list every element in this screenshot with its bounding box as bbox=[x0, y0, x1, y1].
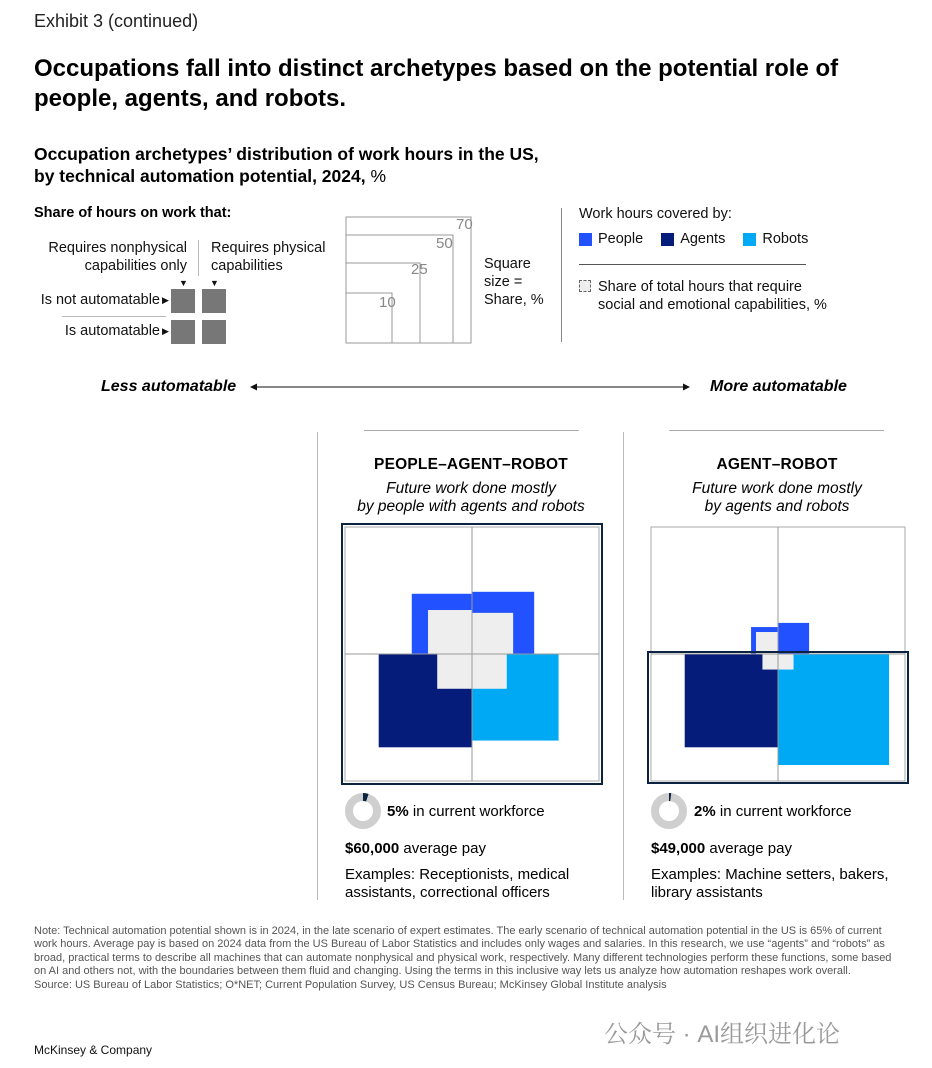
legend-label-robots: Robots bbox=[762, 231, 809, 247]
archetype-title: PEOPLE–AGENT–ROBOT bbox=[374, 456, 568, 473]
square-size-label-line-2: size = bbox=[484, 274, 523, 290]
subtitle-line-1: Occupation archetypes’ distribution of work hours in the US, bbox=[34, 144, 539, 164]
social-emotional-square bbox=[778, 654, 794, 670]
legend-swatch-social bbox=[579, 280, 591, 292]
size-key-label-25: 25 bbox=[411, 261, 428, 278]
legend-social bbox=[598, 278, 827, 314]
down-arrow-icon: ▼ bbox=[179, 278, 188, 288]
axis-arrow bbox=[250, 380, 690, 394]
legend-label-people: People bbox=[598, 231, 644, 247]
pay-label: average pay bbox=[403, 840, 486, 857]
social-emotional-square bbox=[437, 654, 472, 689]
quadrant-square-robots bbox=[778, 654, 889, 765]
chart-subtitle bbox=[34, 143, 654, 187]
key-heading: Share of hours on work that: bbox=[34, 205, 232, 221]
key-row-not-automatable: Is not automatable bbox=[40, 292, 160, 308]
social-emotional-square bbox=[472, 654, 507, 689]
subtitle-unit: % bbox=[370, 166, 387, 186]
social-emotional-square bbox=[762, 654, 778, 670]
right-arrow-icon: ▶ bbox=[162, 326, 169, 336]
examples-line-2: library assistants bbox=[651, 884, 763, 901]
workforce-stat bbox=[694, 803, 852, 820]
workforce-stat bbox=[387, 803, 545, 820]
examples bbox=[345, 866, 610, 902]
archetype-subtitle-line-2: by agents and robots bbox=[704, 498, 850, 515]
workforce-value: 5% bbox=[387, 803, 409, 820]
archetype-subtitle-line-1: Future work done mostly bbox=[386, 480, 556, 497]
archetype-subtitle bbox=[636, 480, 918, 516]
workforce-donut bbox=[344, 792, 382, 830]
donut-track bbox=[349, 797, 377, 825]
legend-label-agents: Agents bbox=[680, 231, 726, 247]
legend-heading: Work hours covered by: bbox=[579, 206, 732, 222]
footnote bbox=[34, 925, 900, 992]
footer-brand: McKinsey & Company bbox=[34, 1043, 153, 1057]
social-emotional-square bbox=[472, 613, 513, 654]
key-vertical-divider bbox=[561, 208, 562, 342]
archetype-subtitle bbox=[330, 480, 612, 516]
legend-social-line-2: social and emotional capabilities, % bbox=[598, 297, 827, 313]
exhibit-label: Exhibit 3 (continued) bbox=[34, 11, 199, 31]
key-box-physical-not-automatable bbox=[202, 289, 226, 313]
note-text: Note: Technical automation potential shown is in 2024, in the late scenario of expert estimates. The early scenario of technical automation potential in the US is 65% of current work hours. Average pay is based on 2024 data from the US Bureau of Labor Statistics and includes only wages and salaries. In this research, we use “agents” and “robots” as broad, practical terms to describe all machines that can automate nonphysical and physical work, respectively. Many different technologies perform these functions, some based on AI and others not, with the boundaries between them fluid and changing. Using the terms in this inclusive way lets us analyze how automation reshapes work overall. bbox=[34, 925, 892, 978]
workforce-label: in current workforce bbox=[719, 803, 852, 820]
examples-line-1: Examples: Receptionists, medical bbox=[345, 866, 570, 883]
key-col-nonphysical-line-1: Requires nonphysical bbox=[48, 240, 187, 256]
examples-line-2: assistants, correctional officers bbox=[345, 884, 550, 901]
legend-item-robots bbox=[743, 230, 808, 248]
examples bbox=[651, 866, 916, 902]
legend-item-people bbox=[579, 230, 643, 248]
square-size-label-line-1: Square bbox=[484, 256, 531, 272]
square-size-label-line-3: Share, % bbox=[484, 292, 544, 308]
workforce-label: in current workforce bbox=[412, 803, 545, 820]
column-divider bbox=[623, 432, 624, 900]
quadrant-square-people bbox=[778, 623, 809, 654]
column-divider bbox=[317, 432, 318, 900]
pay-stat bbox=[345, 840, 486, 857]
down-arrow-icon: ▼ bbox=[210, 278, 219, 288]
workforce-value: 2% bbox=[694, 803, 716, 820]
legend-item-agents bbox=[661, 230, 725, 248]
pay-value: $60,000 bbox=[345, 840, 400, 857]
key-col-nonphysical-line-2: capabilities only bbox=[84, 258, 187, 274]
legend bbox=[579, 230, 822, 251]
page-title: Occupations fall into distinct archetypes based on the potential role of people, agents, and robots. bbox=[34, 55, 839, 112]
archetype-top-rule bbox=[669, 430, 884, 431]
key-row-divider bbox=[62, 316, 166, 317]
archetype-top-rule bbox=[364, 430, 579, 431]
archetype-chart bbox=[646, 522, 910, 786]
legend-swatch-people bbox=[579, 233, 592, 246]
right-arrow-icon: ▶ bbox=[162, 295, 169, 305]
source-text: Source: US Bureau of Labor Statistics; O*NET; Current Population Survey, US Census Bureau; McKinsey Global Institute analysis bbox=[34, 978, 667, 991]
social-emotional-square bbox=[428, 610, 472, 654]
subtitle-line-2-text: by technical automation potential, 2024, bbox=[34, 166, 366, 186]
key-col-physical bbox=[211, 239, 341, 275]
square-size-key bbox=[340, 210, 480, 350]
left-arrow-icon bbox=[250, 384, 257, 391]
pay-value: $49,000 bbox=[651, 840, 706, 857]
key-col-divider bbox=[198, 240, 199, 276]
archetype-chart bbox=[340, 522, 604, 786]
examples-line-1: Examples: Machine setters, bakers, bbox=[651, 866, 889, 883]
legend-swatch-robots bbox=[743, 233, 756, 246]
subtitle-line-2 bbox=[34, 165, 654, 187]
pay-label: average pay bbox=[709, 840, 792, 857]
legend-swatch-agents bbox=[661, 233, 674, 246]
workforce-donut bbox=[650, 792, 688, 830]
key-col-physical-line-2: capabilities bbox=[211, 258, 283, 274]
donut-track bbox=[655, 797, 683, 825]
axis-label-more: More automatable bbox=[710, 378, 847, 395]
size-key-label-10: 10 bbox=[379, 294, 396, 311]
size-key-label-70: 70 bbox=[456, 216, 473, 233]
archetype-title: AGENT–ROBOT bbox=[716, 456, 838, 473]
pay-stat bbox=[651, 840, 792, 857]
legend-social-line-1: Share of total hours that require bbox=[598, 279, 802, 295]
legend-divider bbox=[579, 264, 806, 265]
right-arrow-icon bbox=[683, 384, 690, 391]
social-emotional-square bbox=[756, 632, 778, 654]
square-size-label bbox=[484, 255, 544, 309]
archetype-subtitle-line-2: by people with agents and robots bbox=[357, 498, 585, 515]
watermark: 公众号 · AI组织进化论 bbox=[604, 1021, 841, 1048]
key-row-automatable: Is automatable bbox=[64, 323, 160, 339]
key-box-nonphysical-automatable bbox=[171, 320, 195, 344]
key-col-nonphysical bbox=[34, 239, 187, 275]
axis-label-less: Less automatable bbox=[101, 378, 237, 395]
key-box-physical-automatable bbox=[202, 320, 226, 344]
size-key-label-50: 50 bbox=[436, 235, 453, 252]
archetype-subtitle-line-1: Future work done mostly bbox=[692, 480, 862, 497]
donut-value-arc bbox=[363, 797, 367, 798]
key-col-physical-line-1: Requires physical bbox=[211, 240, 326, 256]
key-box-nonphysical-not-automatable bbox=[171, 289, 195, 313]
